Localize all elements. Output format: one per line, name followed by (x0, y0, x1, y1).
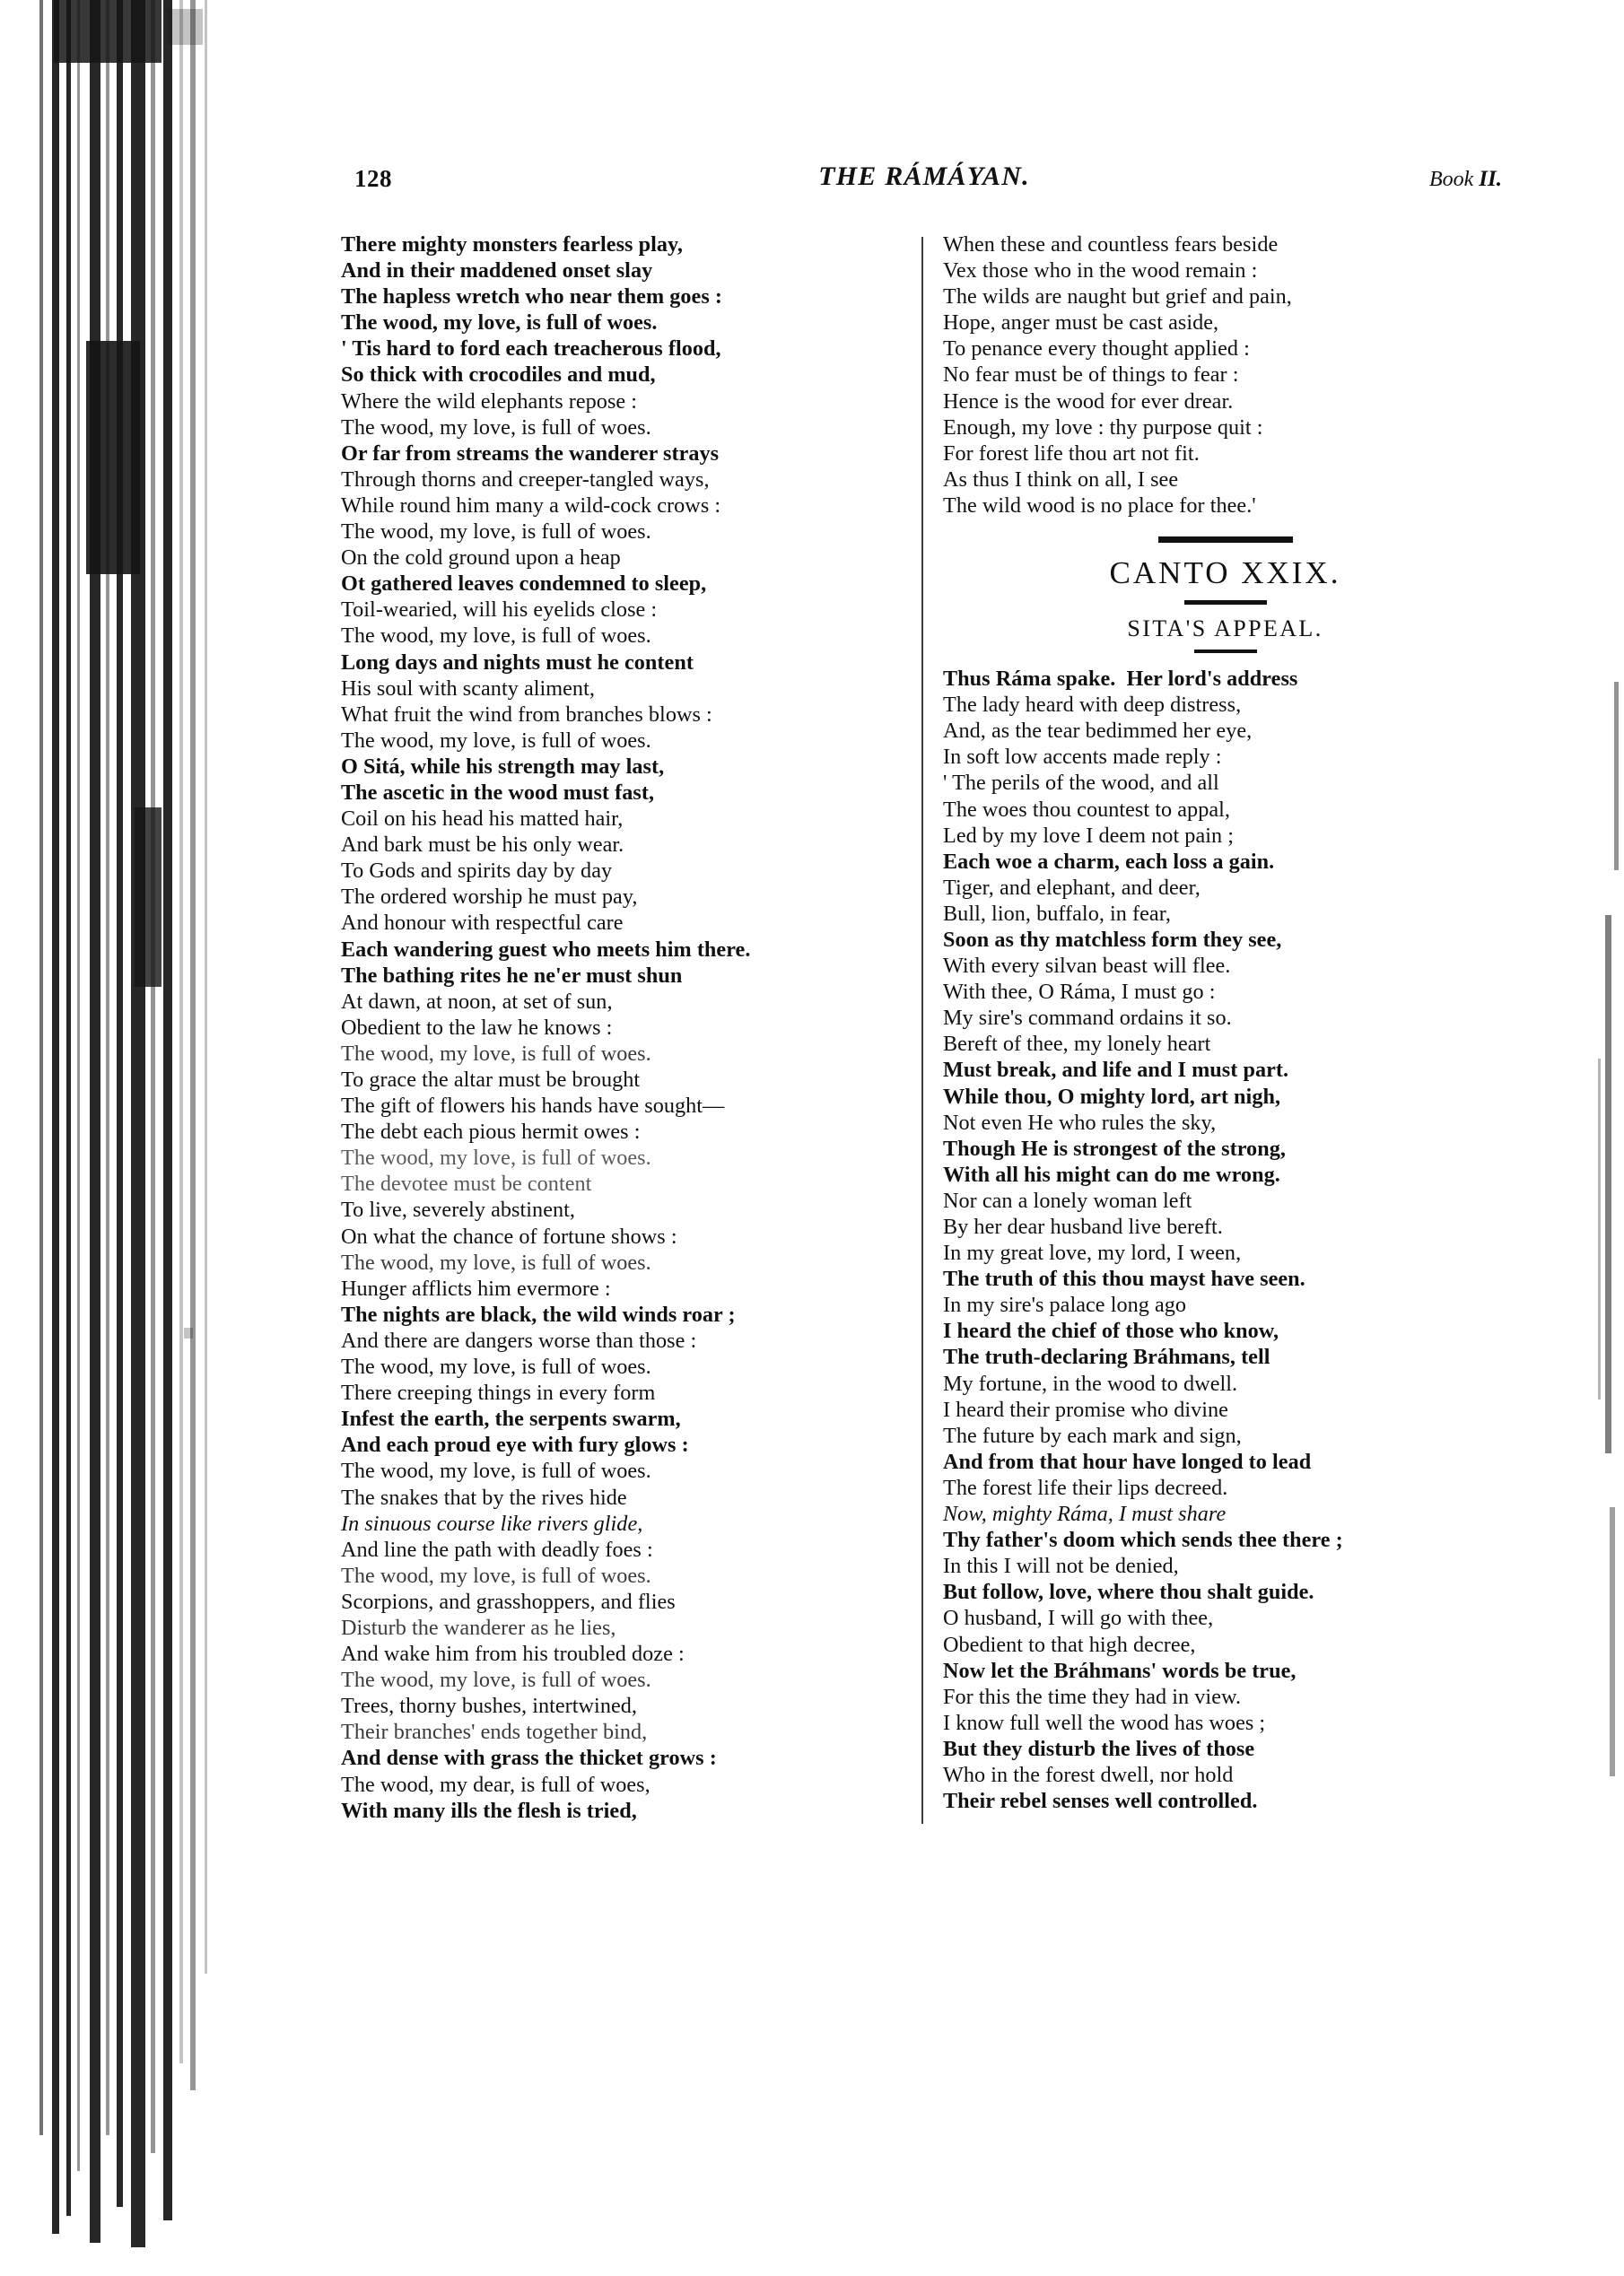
verse-line: Must break, and life and I must part. (943, 1058, 1289, 1083)
verse-line: The wilds are naught but grief and pain, (943, 284, 1292, 310)
verse-line: Bull, lion, buffalo, in fear, (943, 901, 1171, 926)
left-column (341, 231, 921, 1824)
scan-speck (184, 1328, 193, 1339)
verse-line: In my sire's palace long ago (943, 1293, 1187, 1318)
verse-line: The hapless wretch who near them goes : (341, 284, 722, 310)
text-columns (341, 231, 1507, 1824)
verse-line: Through thorns and creeper-tangled ways, (341, 467, 710, 492)
scan-streak (66, 0, 71, 2216)
verse-line: The wood, my love, is full of woes. (341, 1041, 651, 1066)
verse-line: The truth-declaring Bráhmans, tell (943, 1345, 1270, 1370)
verse-line: Disturb the wanderer as he lies, (341, 1615, 616, 1640)
verse-line: The wood, my love, is full of woes. (341, 1146, 651, 1171)
right-column (936, 231, 1507, 1814)
verse-line: The snakes that by the rives hide (341, 1485, 627, 1510)
scan-streak (1605, 915, 1611, 1453)
verse-line: I heard the chief of those who know, (943, 1319, 1279, 1344)
verse-line: And from that hour have longed to lead (943, 1449, 1312, 1474)
verse-line: Hunger afflicts him evermore : (341, 1276, 611, 1301)
verse-line: Though He is strongest of the strong, (943, 1136, 1286, 1161)
verse-line: Enough, my love : thy purpose quit : (943, 414, 1263, 440)
verse-line: What fruit the wind from branches blows : (341, 702, 712, 727)
verse-line: The woes thou countest to appal, (943, 797, 1230, 822)
verse-line: With every silvan beast will flee. (943, 954, 1231, 979)
page-title: THE RÁMÁYAN. (818, 161, 1030, 191)
verse-line: The wild wood is no place for thee.' (943, 493, 1256, 518)
scan-streak (190, 0, 196, 2090)
book-label (1429, 167, 1502, 192)
verse-line: In my great love, my lord, I ween, (943, 1241, 1242, 1266)
scan-streak (179, 0, 183, 2063)
document-page (341, 161, 1507, 1824)
verse-line: To live, severely abstinent, (341, 1198, 575, 1223)
verse-line: I know full well the wood has woes ; (943, 1710, 1266, 1735)
verse-line: The future by each mark and sign, (943, 1423, 1242, 1448)
verse-line: The wood, my dear, is full of woes, (341, 1772, 650, 1797)
verse-line: Led by my love I deem not pain ; (943, 823, 1235, 848)
verse-line: And in their maddened onset slay (341, 258, 653, 283)
verse-line: For forest life thou art not fit. (943, 440, 1200, 466)
verse-line: By her dear husband live bereft. (943, 1215, 1223, 1239)
verse-line: Obedient to that high decree, (943, 1632, 1196, 1657)
book-label-text: Book (1428, 168, 1474, 191)
verse-line: Nor can a lonely woman left (943, 1188, 1192, 1213)
verse-line: Bereft of thee, my lonely heart (943, 1032, 1211, 1057)
scan-streak (1614, 682, 1619, 870)
canto-subheading: SITA'S APPEAL. (1127, 615, 1323, 642)
verse-line: The wood, my love, is full of woes. (341, 519, 651, 545)
verse-line: Each woe a charm, each loss a gain. (943, 849, 1275, 874)
verse-line: Who in the forest dwell, nor hold (943, 1762, 1234, 1787)
verse-line: Obedient to the law he knows : (341, 1015, 613, 1040)
scan-right-artifact (1570, 0, 1624, 2276)
scan-streak (52, 0, 59, 2234)
verse-line: With many ills the flesh is tried, (341, 1798, 637, 1823)
verse-line: Toil-wearied, will his eyelids close : (341, 597, 658, 623)
verse-line: For this the time they had in view. (943, 1684, 1242, 1709)
column-divider (921, 237, 923, 1824)
scan-streak (205, 0, 207, 1974)
scan-streak (77, 0, 80, 2171)
verse-line: Hope, anger must be cast aside, (943, 310, 1219, 336)
scan-streak (163, 0, 172, 2220)
verse-line: The wood, my love, is full of woes. (341, 1459, 651, 1484)
verse-line: And each proud eye with fury glows : (341, 1433, 689, 1458)
verse-line: The debt each pious hermit owes : (341, 1120, 641, 1145)
verse-line: No fear must be of things to fear : (943, 362, 1239, 388)
verse-line: Soon as thy matchless form they see, (943, 927, 1282, 952)
verse-line: On what the chance of fortune shows : (341, 1224, 677, 1249)
verse-line: While thou, O mighty lord, art nigh, (943, 1084, 1281, 1109)
verse-line: O husband, I will go with thee, (943, 1606, 1214, 1631)
verse-line: O Sitá, while his strength may last, (341, 754, 665, 779)
scan-edge-artifact (0, 0, 233, 2276)
verse-line: ' The perils of the wood, and all (943, 771, 1219, 796)
canto-heading: CANTO XXIX. (1109, 555, 1341, 591)
verse-line: Thy father's doom which sends thee there ; (943, 1528, 1343, 1553)
verse-line: While round him many a wild-cock crows : (341, 493, 721, 518)
verse-line: To Gods and spirits day by day (341, 859, 613, 884)
verse-line: Each wandering guest who meets him there. (341, 937, 751, 962)
verse-line: The wood, my love, is full of woes. (341, 1355, 651, 1380)
verse-line: On the cold ground upon a heap (341, 545, 621, 571)
verse-line: Now let the Bráhmans' words be true, (943, 1658, 1297, 1683)
verse-line: My sire's command ordains it so. (943, 1006, 1232, 1031)
verse-line: The bathing rites he ne'er must shun (341, 963, 683, 988)
verse-line: I heard their promise who divine (943, 1397, 1228, 1422)
verse-line: Infest the earth, the serpents swarm, (341, 1407, 681, 1432)
scan-streak (90, 0, 100, 2243)
verse-line: Now, mighty Ráma, I must share (943, 1502, 1227, 1527)
section-rule (1158, 536, 1293, 543)
verse-line: The wood, my love, is full of woes. (341, 1250, 651, 1275)
verse-line: In this I will not be denied, (943, 1554, 1179, 1579)
verse-line: To grace the altar must be brought (341, 1068, 641, 1092)
verse-line: So thick with crocodiles and mud, (341, 362, 656, 388)
verse-line: And bark must be his only wear. (341, 833, 624, 858)
verse-line: Not even He who rules the sky, (943, 1110, 1217, 1135)
verse-line: Vex those who in the wood remain : (943, 258, 1258, 283)
verse-line: There creeping things in every form (341, 1381, 656, 1406)
verse-line: Hence is the wood for ever drear. (943, 388, 1234, 414)
verse-line: Long days and nights must he content (341, 650, 694, 675)
verse-line: Where the wild elephants repose : (341, 388, 638, 414)
verse-line: Tiger, and elephant, and deer, (943, 875, 1201, 900)
verse-line: When these and countless fears beside (943, 232, 1279, 257)
verse-line: The gift of flowers his hands have sought— (341, 1094, 725, 1119)
scan-streak (1610, 1507, 1615, 1776)
verse-line: But they disturb the lives of those (943, 1736, 1255, 1761)
verse-line: The truth of this thou mayst have seen. (943, 1267, 1305, 1292)
verse-line: The wood, my love, is full of woes. (341, 1563, 651, 1588)
scan-smudge-top (54, 0, 162, 63)
verse-line: The wood, my love, is full of woes. (341, 414, 651, 440)
verse-line: ' Tis hard to ford each treacherous flood, (341, 336, 721, 362)
verse-line: The devotee must be content (341, 1172, 592, 1197)
verse-line: To penance every thought applied : (943, 336, 1250, 362)
running-head (341, 161, 1507, 203)
verse-line: The wood, my love, is full of woes. (341, 1668, 651, 1693)
verse-line: The ordered worship he must pay, (341, 885, 638, 910)
scan-blob (135, 807, 162, 987)
verse-line: Ot gathered leaves condemned to sleep, (341, 571, 707, 597)
verse-line: The wood, my love, is full of woes. (341, 728, 651, 753)
scan-streak (1598, 1059, 1601, 1400)
verse-line: The wood, my love, is full of woes. (341, 310, 658, 336)
verse-line: Thus Ráma spake. Her lord's address (943, 667, 1298, 692)
verse-line: The forest life their lips decreed. (943, 1475, 1228, 1500)
verse-line: The ascetic in the wood must fast, (341, 780, 655, 805)
verse-line: At dawn, at noon, at set of sun, (341, 989, 613, 1014)
verse-line: And, as the tear bedimmed her eye, (943, 719, 1253, 744)
section-rule-short (1184, 600, 1267, 605)
verse-line: Scorpions, and grasshoppers, and flies (341, 1589, 676, 1614)
scan-smudge-top (167, 9, 203, 45)
scan-streak (131, 0, 145, 2247)
verse-line: Their rebel senses well controlled. (943, 1789, 1258, 1814)
verse-line: His soul with scanty aliment, (341, 676, 595, 701)
verse-line: The lady heard with deep distress, (943, 693, 1242, 718)
verse-line: With thee, O Ráma, I must go : (943, 980, 1216, 1005)
scan-blob (86, 341, 140, 574)
scan-streak (117, 0, 123, 2207)
verse-line: There mighty monsters fearless play, (341, 232, 683, 257)
verse-line: My fortune, in the wood to dwell. (943, 1371, 1238, 1396)
verse-line: And dense with grass the thicket grows : (341, 1746, 717, 1771)
page-number: 128 (354, 165, 392, 192)
scan-streak (39, 0, 43, 2135)
book-number: II. (1479, 167, 1502, 191)
verse-line: And there are dangers worse than those : (341, 1328, 697, 1353)
verse-line: And wake him from his troubled doze : (341, 1642, 685, 1667)
verse-line: And line the path with deadly foes : (341, 1537, 653, 1562)
verse-line: With all his might can do me wrong. (943, 1162, 1280, 1187)
scan-streak (151, 0, 155, 2153)
verse-line: As thus I think on all, I see (943, 467, 1179, 492)
verse-line: Coil on his head his matted hair, (341, 807, 624, 832)
verse-line: The nights are black, the wild winds roar ; (341, 1302, 736, 1327)
verse-line: And honour with respectful care (341, 911, 624, 936)
verse-line: Their branches' ends together bind, (341, 1720, 648, 1745)
verse-line: Or far from streams the wanderer strays (341, 440, 720, 466)
section-rule-short (1194, 650, 1257, 653)
verse-line: The wood, my love, is full of woes. (341, 624, 651, 649)
verse-line: But follow, love, where thou shalt guide. (943, 1580, 1314, 1605)
verse-line: In soft low accents made reply : (943, 745, 1222, 770)
verse-line: In sinuous course like rivers glide, (341, 1511, 643, 1536)
scan-streak (106, 0, 109, 2135)
verse-line: Trees, thorny bushes, intertwined, (341, 1694, 637, 1719)
